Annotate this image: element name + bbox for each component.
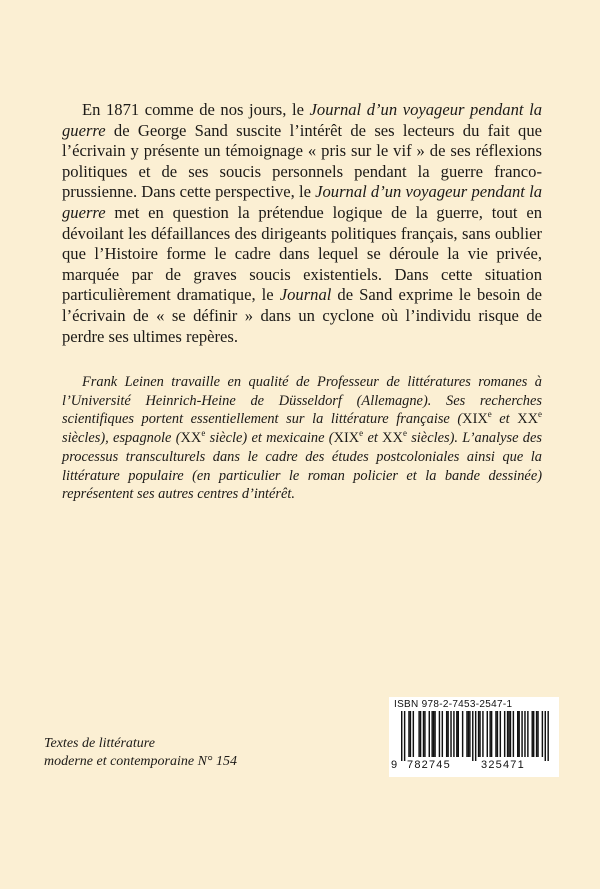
century-xx: XXe bbox=[517, 409, 542, 428]
barcode-bar bbox=[429, 711, 430, 757]
barcode-digits-right: 325471 bbox=[481, 759, 525, 771]
barcode-bar bbox=[401, 711, 402, 761]
barcode-bar bbox=[466, 711, 467, 757]
bio-text: et bbox=[363, 430, 383, 447]
barcode-bar bbox=[472, 711, 473, 761]
barcode-bar bbox=[504, 711, 505, 757]
barcode-bar bbox=[487, 711, 488, 757]
bio-text: siècle) et mexicaine ( bbox=[205, 430, 334, 447]
book-title: Journal d’un voyageur pendant la guerre bbox=[62, 182, 542, 222]
barcode-bar bbox=[439, 711, 440, 757]
barcode-bar bbox=[434, 711, 435, 757]
blurb-text: de Sand exprime le besoin de l’écrivain de « se définir » dans un cyclone où l’individu risque de perdre ses ultimes repères. bbox=[62, 285, 543, 346]
barcode-bar bbox=[482, 711, 483, 757]
barcode-bar bbox=[489, 711, 490, 757]
book-title-short: Journal bbox=[279, 285, 332, 305]
barcode-bar bbox=[478, 711, 479, 757]
barcode-bar bbox=[410, 711, 411, 757]
barcode-bar bbox=[424, 711, 425, 757]
barcode-bar bbox=[423, 711, 424, 757]
barcode-bar bbox=[433, 711, 434, 757]
barcode-bar bbox=[513, 711, 514, 757]
series-line-1: Textes de littérature bbox=[44, 736, 155, 751]
barcode-bar bbox=[453, 711, 454, 757]
century-xix: XIXe bbox=[333, 428, 364, 447]
barcode-bar bbox=[527, 711, 528, 757]
barcode-digits-left: 782745 bbox=[407, 759, 451, 771]
isbn-label: ISBN 978-2-7453-2547-1 bbox=[394, 699, 513, 710]
barcode-digit-first: 9 bbox=[391, 759, 399, 771]
barcode-bar bbox=[475, 711, 476, 761]
barcode-bar bbox=[524, 711, 525, 757]
bio-text: siècles). L’analyse des processus transculturels dans le cadre des études postcoloniales ainsi que la littérature populaire (en particulier le roman policier et la bande dessinée) représentent ses autres centres d’intérêt. bbox=[62, 430, 542, 503]
barcode-bar bbox=[507, 711, 508, 757]
bio-text: Frank Leinen travaille en qualité de Professeur de littératures romanes à l’Université Heinrich-Heine de Düsseldorf (Allemagne). Ses recherches scientifiques portent essentiellement sur la littérature française ( bbox=[62, 374, 542, 428]
barcode-bar bbox=[456, 711, 457, 757]
barcode-bar bbox=[500, 711, 501, 757]
blurb-text: En 1871 comme de nos jours, le bbox=[82, 100, 310, 119]
barcode-bar bbox=[510, 711, 511, 757]
barcode-bar bbox=[517, 711, 518, 757]
author-bio bbox=[62, 373, 542, 504]
barcode-bar bbox=[458, 711, 459, 757]
barcode-bar bbox=[462, 711, 463, 757]
barcode-bar bbox=[446, 711, 447, 757]
blurb-text: de George Sand suscite l’intérêt de ses lecteurs du fait que l’écrivain y présente un témoignage « pris sur le vif » de ses réflexions politiques et de ses soucis personnels pendant la guerre franco-prussienne. Dans cette perspective, le bbox=[62, 120, 542, 202]
barcode-bar bbox=[536, 711, 537, 757]
barcode-bars bbox=[389, 711, 559, 761]
barcode-bar bbox=[404, 711, 405, 761]
barcode-bar bbox=[442, 711, 443, 757]
century-xx: XXe bbox=[180, 428, 206, 447]
barcode-bar bbox=[408, 711, 409, 757]
barcode-bar bbox=[450, 711, 451, 757]
bio-text: siècles), espagnole ( bbox=[62, 430, 181, 447]
century-xx: XXe bbox=[382, 428, 407, 447]
barcode-bar bbox=[547, 711, 548, 761]
description-paragraph bbox=[62, 100, 542, 347]
barcode-bar bbox=[469, 711, 470, 757]
barcode-bar bbox=[420, 711, 421, 757]
barcode-bar bbox=[537, 711, 538, 757]
barcode-bar bbox=[468, 711, 469, 757]
bio-text: et bbox=[491, 411, 518, 428]
barcode-bar bbox=[533, 711, 534, 757]
barcode-bar bbox=[497, 711, 498, 757]
barcode-bar bbox=[431, 711, 432, 757]
barcode-bar bbox=[479, 711, 480, 757]
barcode-bar bbox=[495, 711, 496, 757]
century-xix: XIXe bbox=[462, 409, 492, 428]
barcode-bar bbox=[518, 711, 519, 757]
isbn-barcode bbox=[389, 697, 559, 777]
barcode-bar bbox=[542, 711, 543, 757]
barcode-bar bbox=[413, 711, 414, 757]
barcode-bar bbox=[508, 711, 509, 757]
barcode-bar bbox=[491, 711, 492, 757]
blurb-text: met en question la prétendue logique de la guerre, tout en dévoilant les défaillances des dirigeants politiques français, sans oublier que l’Histoire forme le cadre dans lequel se déroule la vie privée, marquée par de graves soucis existentiels. Dans cette situation particulièrement dramatique, le bbox=[62, 202, 542, 305]
barcode-bar bbox=[545, 711, 546, 761]
barcode-bar bbox=[532, 711, 533, 757]
book-title: Journal d’un voyageur pendant la guerre bbox=[62, 100, 542, 140]
barcode-bar bbox=[447, 711, 448, 757]
series-info bbox=[44, 735, 304, 771]
barcode-bar bbox=[418, 711, 419, 757]
series-line-2: moderne et contemporaine N° 154 bbox=[44, 754, 238, 769]
barcode-bar bbox=[521, 711, 522, 757]
